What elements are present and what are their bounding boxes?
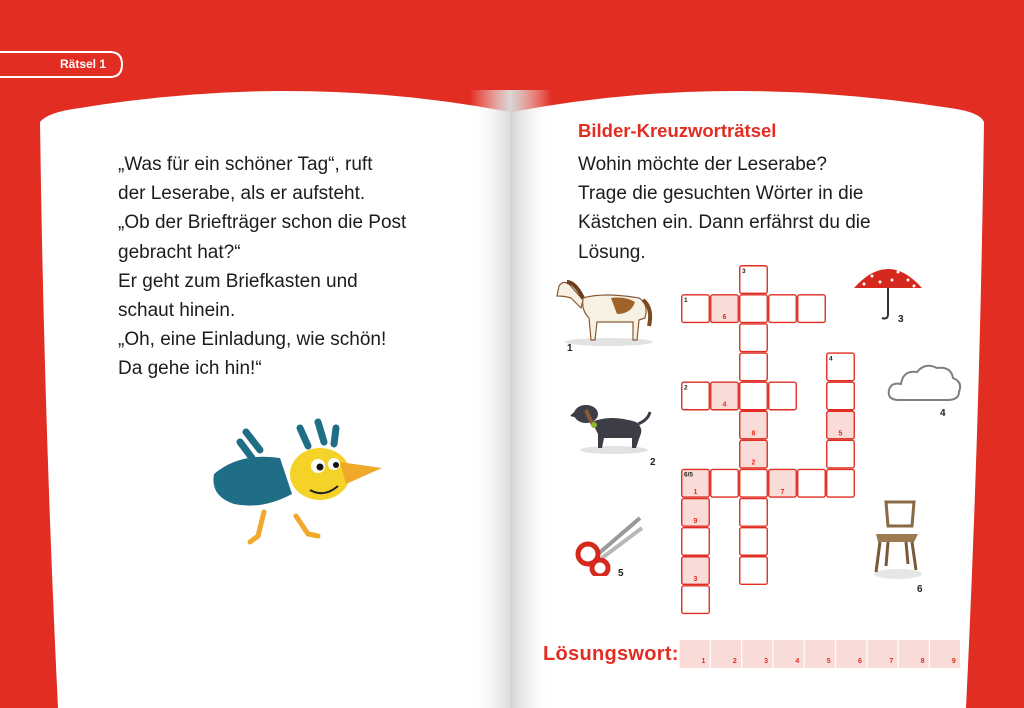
instruction-line: Trage die gesuchten Wörter in die: [578, 183, 864, 205]
instruction-line: Lösung.: [578, 241, 646, 263]
solution-word-index: 1: [701, 658, 706, 665]
cloud-number: 4: [940, 408, 946, 419]
clue-number: 1: [684, 297, 688, 305]
solution-word-index: 2: [732, 658, 737, 665]
solution-label: Lösungswort:: [543, 643, 679, 665]
story-line: Da gehe ich hin!“: [118, 358, 262, 380]
story-line: der Leserabe, als er aufsteht.: [118, 183, 366, 205]
story-line: „Was für ein schöner Tag“, ruft: [118, 154, 373, 175]
solution-word-index: 3: [764, 658, 769, 665]
dog-number: 2: [650, 457, 656, 468]
solution-index: 6: [722, 314, 727, 322]
solution-word-index: 8: [920, 658, 925, 665]
instruction-line: Kästchen ein. Dann erfährst du die: [578, 212, 871, 234]
solution-index: 1: [693, 488, 698, 496]
solution-word-index: 5: [826, 658, 831, 665]
clue-number: 6/5: [684, 471, 694, 479]
story-line: „Oh, eine Einladung, wie schön!: [118, 329, 387, 351]
clue-number: 2: [684, 384, 688, 392]
clue-number: 4: [829, 355, 833, 363]
solution-word-index: 4: [795, 658, 800, 665]
solution-word-index: 6: [858, 658, 862, 665]
solution-index: 9: [693, 517, 698, 525]
solution-word-index: 7: [889, 658, 894, 665]
story-line: „Ob der Briefträger schon die Post: [118, 212, 407, 234]
solution-word-index: 9: [951, 658, 956, 665]
horse-number: 1: [567, 343, 573, 354]
solution-index: 5: [838, 430, 843, 438]
solution-index: 4: [722, 401, 727, 409]
chair-number: 6: [917, 584, 923, 595]
clue-number: 3: [742, 268, 746, 275]
umbrella-number: 3: [898, 314, 904, 325]
solution-index: 3: [693, 576, 698, 584]
story-line: schaut hinein.: [118, 300, 236, 322]
story-line: gebracht hat?“: [118, 241, 241, 263]
story-line: Er geht zum Briefkasten und: [118, 270, 358, 292]
solution-index: 8: [751, 430, 756, 438]
tab-label: Rätsel 1: [60, 57, 107, 71]
scissors-number: 5: [618, 568, 624, 579]
solution-index: 7: [780, 488, 785, 496]
solution-index: 2: [751, 459, 756, 467]
puzzle-title: Bilder-Kreuzworträtsel: [578, 120, 777, 141]
instruction-line: Wohin möchte der Leserabe?: [578, 154, 827, 175]
